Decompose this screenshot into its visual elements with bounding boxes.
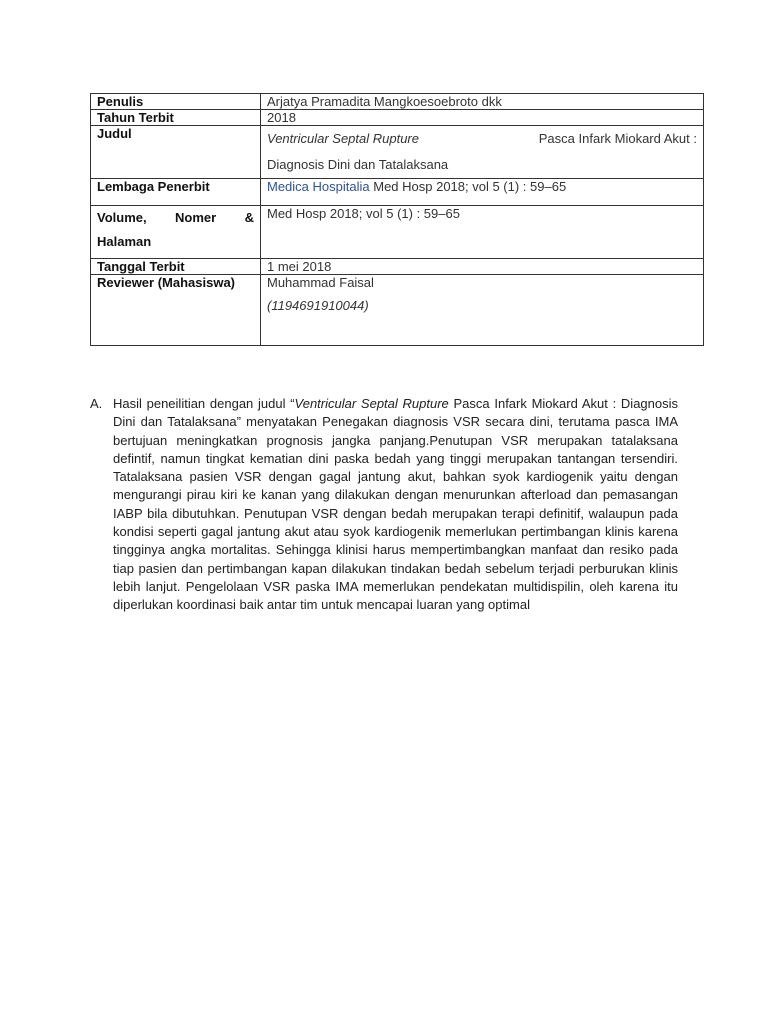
table-row [91, 259, 704, 275]
volume-key-line-2: Halaman [97, 234, 152, 249]
table-row [91, 206, 704, 259]
volume-key-part-2: Nomer [175, 210, 217, 225]
row-key-volume [91, 206, 261, 259]
summary-text-rest: Pasca Infark Miokard Akut : Diagnosis Dini dan Tatalaksana” menyatakan Penegakan diagnosis VSR secara dini, terutama pasca IMA bertujuan meningkatkan prognosis jangka panjang.Penutupan VSR merupakan tatalaksana defintif, namun tingkat kematian dini paska bedah yang tinggi merupakan tantangan tersendiri. Tatalaksana pasien VSR dengan gagal jantung akut, bahkan syok kardiogenik yaitu dengan mengurangi pirau kiri ke kanan yang dilakukan dengan menurunkan afterload dan pemasangan IABP bila dibutuhkan. Penutupan VSR dengan bedah merupakan terapi definitif, walaupun pada kondisi seperti gagal jantung akut atau syok kardiogenik memerlukan pertimbangan klinis karena tingginya angka mortalitas. Sehingga klinisi harus mempertimbangkan manfaat dan resiko pada tiap pasien dan pertimbangan kapan dilakukan tindakan bedah sebelum terjadi perburukan klinis lebih lanjut. Pengelolaan VSR paska IMA memerlukan pendekatan multidispilin, oleh karena itu diperlukan koordinasi baik antar tim untuk mencapai luaran yang optimal [113, 396, 679, 613]
publisher-link[interactable]: Medica Hospitalia [267, 179, 370, 194]
reviewer-student-id: (1194691910044) [267, 298, 369, 313]
row-key-judul: Judul [91, 126, 261, 179]
row-key-reviewer: Reviewer (Mahasiswa) [91, 275, 261, 346]
review-info-table [90, 93, 704, 346]
judul-rest-part: Pasca Infark Miokard Akut : [538, 131, 697, 146]
table-row [91, 110, 704, 126]
publisher-citation: Med Hosp 2018; vol 5 (1) : 59–65 [373, 179, 567, 194]
summary-paragraph [113, 395, 678, 615]
summary-text-start: Hasil peneilitian dengan judul “ [113, 396, 295, 411]
row-value-tahun-terbit: 2018 [261, 110, 704, 126]
row-value-penulis: Arjatya Pramadita Mangkoesoebroto dkk [261, 94, 704, 110]
judul-line-1 [267, 126, 697, 152]
judul-italic-part: Ventricular Septal Rupture [267, 131, 419, 146]
reviewer-name: Muhammad Faisal [267, 275, 374, 290]
table-row [91, 126, 704, 179]
volume-key-line-1 [97, 206, 254, 230]
summary-italic-title: Ventricular Septal Rupture [294, 396, 449, 411]
table-row [91, 275, 704, 346]
judul-line-2: Diagnosis Dini dan Tatalaksana [267, 157, 449, 172]
list-marker: A. [90, 396, 103, 411]
row-value-judul [261, 126, 704, 179]
row-value-lembaga-penerbit [261, 179, 704, 206]
volume-key-part-1: Volume, [97, 210, 147, 225]
row-value-tanggal-terbit: 1 mei 2018 [261, 259, 704, 275]
table-row [91, 179, 704, 206]
row-value-reviewer [261, 275, 704, 346]
row-value-volume: Med Hosp 2018; vol 5 (1) : 59–65 [261, 206, 704, 259]
row-key-tahun-terbit: Tahun Terbit [91, 110, 261, 126]
row-key-lembaga-penerbit: Lembaga Penerbit [91, 179, 261, 206]
table-row [91, 94, 704, 110]
volume-key-part-3: & [244, 210, 254, 225]
row-key-penulis: Penulis [91, 94, 261, 110]
row-key-tanggal-terbit: Tanggal Terbit [91, 259, 261, 275]
